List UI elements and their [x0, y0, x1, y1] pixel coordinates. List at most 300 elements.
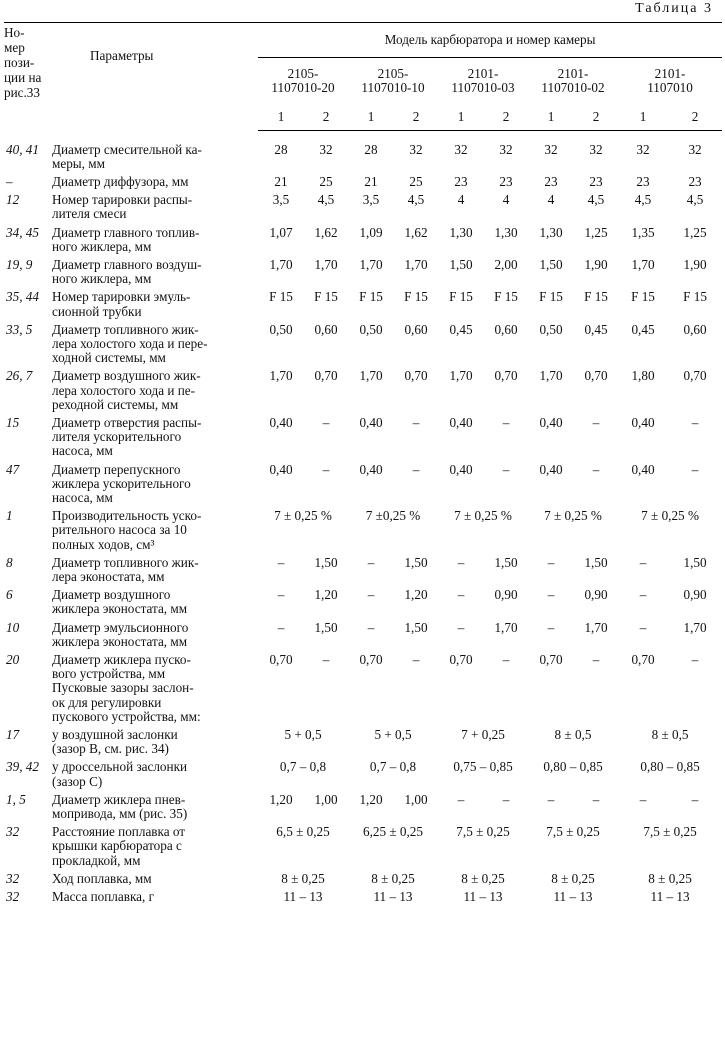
value-cell: 28	[274, 142, 288, 157]
value-cell: 1,07	[269, 224, 293, 240]
value-cell: 32	[636, 142, 650, 157]
value-cell: 0,60	[314, 321, 338, 337]
parameter-line: пускового устройства, мм:	[52, 708, 201, 724]
header-line: рис.33	[4, 85, 40, 100]
table-row	[4, 173, 722, 191]
value-cell: 0,50	[359, 321, 383, 337]
parameter-line: меры, мм	[52, 155, 105, 171]
model-value-cell: 11 – 13	[463, 889, 503, 905]
model-value-cell: 7,5 ± 0,25	[546, 824, 600, 840]
position-number-cell: 8	[6, 554, 13, 570]
position-number-cell: 34, 45	[6, 224, 39, 240]
value-cell: 1,50	[404, 554, 428, 570]
table-row	[4, 758, 722, 790]
value-cell: –	[367, 554, 375, 570]
value-cell: –	[592, 652, 600, 667]
position-number-cell: 40, 41	[6, 141, 39, 157]
parameter-cell	[50, 256, 258, 288]
table-row	[4, 586, 722, 618]
value-cell: 23	[636, 173, 650, 189]
model-value-cell: 8 ± 0,25	[281, 870, 325, 886]
position-number-cell: 39, 42	[6, 759, 39, 775]
carburetor-model-header	[528, 58, 618, 105]
value-cell: 4,5	[317, 192, 335, 208]
carburetor-model-header	[618, 58, 722, 105]
parameter-line: лера эконостата, мм	[52, 568, 165, 584]
model-value-cell: 6,5 ± 0,25	[276, 824, 330, 840]
value-cell: 0,70	[494, 368, 518, 384]
value-cell: –	[691, 791, 699, 807]
table-row	[4, 870, 722, 888]
parameter-line: рительного насоса за 10	[52, 522, 187, 538]
position-number-cell: 17	[6, 727, 20, 743]
table-row	[4, 554, 722, 586]
value-cell: 1,50	[539, 256, 563, 272]
model-value-cell: 0,7 – 0,8	[279, 759, 327, 775]
value-cell: 0,45	[631, 321, 655, 337]
value-cell: 4,5	[686, 192, 704, 208]
value-cell: 32	[688, 142, 702, 157]
value-cell: 25	[409, 173, 423, 189]
value-cell: 32	[319, 142, 333, 157]
parameter-cell	[50, 823, 258, 870]
value-cell: –	[412, 652, 420, 667]
parameter-cell	[50, 619, 258, 651]
model-value-cell: 7,5 ± 0,25	[643, 824, 697, 840]
value-cell: –	[547, 587, 555, 603]
value-cell: –	[691, 461, 699, 477]
value-cell: 0,40	[631, 461, 655, 477]
parameter-line: Пусковые зазоры заслон-	[52, 680, 194, 696]
position-number-cell: 35, 44	[6, 289, 39, 305]
value-cell: 4,5	[634, 192, 652, 208]
value-cell: 0,70	[404, 368, 428, 384]
parameter-line: жиклера эконостата, мм	[52, 633, 188, 649]
parameter-line: реходной системы, мм	[52, 396, 179, 412]
value-cell: –	[412, 414, 420, 430]
value-cell: 0,40	[269, 461, 293, 477]
value-cell: –	[592, 461, 600, 477]
parameter-line: Диаметр диффузора, мм	[52, 173, 189, 189]
carburetor-model-line: 1107010-03	[451, 80, 515, 95]
value-cell: –	[502, 652, 510, 667]
value-cell: 1,50	[314, 619, 338, 635]
value-cell: 1,50	[449, 256, 473, 272]
parameter-line: лера холостого хода и пере-	[52, 335, 208, 351]
table-row	[4, 888, 722, 906]
value-cell: 1,70	[314, 256, 338, 272]
parameter-cell	[50, 791, 258, 823]
table-row	[4, 131, 722, 173]
table-row	[4, 726, 722, 758]
value-cell: 0,50	[539, 321, 563, 337]
parameter-line: (зазор В, см. рис. 34)	[52, 741, 169, 757]
value-cell: 2,00	[494, 256, 518, 272]
value-cell: F 15	[539, 289, 563, 305]
value-cell: 0,70	[539, 652, 563, 667]
parameter-line: полных ходов, см³	[52, 536, 155, 552]
value-cell: 21	[364, 173, 378, 189]
parameter-cell	[50, 726, 258, 758]
model-value-cell: 0,80 – 0,85	[640, 759, 700, 775]
model-header: Модель карбюратора и номер камеры	[258, 23, 722, 58]
value-cell: 1,50	[494, 554, 518, 570]
value-cell: 28	[364, 142, 378, 157]
parameter-line: жиклера эконостата, мм	[52, 601, 188, 617]
value-cell: F 15	[269, 289, 293, 305]
value-cell: 23	[454, 173, 468, 189]
parameter-line: Диаметр эмульсионного	[52, 619, 189, 635]
value-cell: –	[277, 554, 285, 570]
position-number-cell: 33, 5	[6, 321, 33, 337]
value-cell: 23	[688, 173, 702, 189]
parameter-cell	[50, 321, 258, 368]
position-number-cell: 19, 9	[6, 256, 33, 272]
value-cell: 1,90	[584, 256, 608, 272]
parameter-line: лителя ускорительного	[52, 429, 182, 445]
value-cell: 0,40	[359, 461, 383, 477]
model-value-cell: 7 ± 0,25 %	[454, 508, 512, 524]
chamber-number-header: 1	[348, 104, 394, 131]
value-cell: 0,45	[449, 321, 473, 337]
parameter-line: лителя смеси	[52, 206, 127, 222]
value-cell: 0,70	[584, 368, 608, 384]
model-value-cell: 11 – 13	[650, 889, 690, 905]
parameter-line: крышки карбюратора с	[52, 838, 182, 854]
value-cell: 1,70	[494, 619, 518, 635]
value-cell: –	[592, 414, 600, 430]
value-cell: 0,60	[683, 321, 707, 337]
parameter-line: Диаметр главного топлив-	[52, 224, 200, 240]
value-cell: 3,5	[272, 192, 290, 208]
value-cell: 0,60	[404, 321, 428, 337]
value-cell: –	[277, 587, 285, 603]
parameter-line: Диаметр топливного жик-	[52, 554, 199, 570]
value-cell: –	[691, 652, 699, 667]
position-number-cell: 26, 7	[6, 368, 33, 384]
table-row	[4, 414, 722, 461]
value-cell: 1,50	[314, 554, 338, 570]
carburetor-model-line: 1107010-20	[271, 80, 335, 95]
table-row	[4, 507, 722, 554]
carburetor-model-line: 2105-	[287, 65, 319, 81]
value-cell: F 15	[314, 289, 338, 305]
value-cell: –	[457, 791, 465, 807]
value-cell: –	[322, 461, 330, 477]
parameter-line: Диаметр смесительной ка-	[52, 141, 202, 157]
value-cell: 1,70	[359, 256, 383, 272]
parameter-cell	[50, 870, 258, 888]
value-cell: 0,70	[314, 368, 338, 384]
table-header	[4, 23, 722, 131]
value-cell: 4	[547, 192, 555, 208]
parameter-line: Диаметр воздушного	[52, 587, 171, 603]
value-cell: 4,5	[407, 192, 425, 208]
value-cell: 0,50	[269, 321, 293, 337]
value-cell: 0,40	[449, 461, 473, 477]
value-cell: 1,20	[314, 587, 338, 603]
parameter-line: насоса, мм	[52, 489, 113, 505]
value-cell: –	[277, 619, 285, 635]
value-cell: –	[592, 791, 600, 807]
parameter-line: (зазор С)	[52, 773, 103, 789]
value-cell: 1,20	[404, 587, 428, 603]
value-cell: 1,70	[584, 619, 608, 635]
value-cell: F 15	[683, 289, 707, 305]
value-cell: –	[412, 461, 420, 477]
parameter-line: насоса, мм	[52, 443, 113, 459]
parameter-cell	[50, 414, 258, 461]
chamber-number-header: 1	[528, 104, 574, 131]
value-cell: 23	[589, 173, 603, 189]
model-value-cell: 7 ± 0,25 %	[274, 508, 332, 524]
value-cell: –	[457, 554, 465, 570]
model-value-cell: 11 – 13	[283, 889, 323, 905]
header-line: мер	[4, 40, 25, 55]
table-body	[4, 131, 722, 907]
header-line: Но-	[4, 25, 25, 40]
parameter-line: ок для регулировки	[52, 694, 162, 710]
value-cell: 1,62	[314, 224, 338, 240]
carburetor-model-line: 1107010	[647, 80, 693, 95]
model-value-cell: 8 ± 0,25	[371, 870, 415, 886]
parameter-line: Диаметр отверстия распы-	[52, 414, 202, 430]
model-value-cell: 7,5 ± 0,25	[456, 824, 510, 840]
parameter-line: Диаметр воздушного жик-	[52, 368, 201, 384]
parameter-cell	[50, 554, 258, 586]
value-cell: 3,5	[362, 192, 380, 208]
parameter-line: Диаметр жиклера пнев-	[52, 791, 186, 807]
parameter-cell	[50, 507, 258, 554]
carburetor-model-header	[258, 58, 348, 105]
value-cell: 0,90	[584, 587, 608, 603]
parameter-line: Диаметр жиклера пуско-	[52, 652, 191, 667]
carburetor-model-header	[348, 58, 438, 105]
value-cell: –	[322, 414, 330, 430]
carburetor-model-header	[438, 58, 528, 105]
value-cell: –	[502, 461, 510, 477]
value-cell: 1,70	[683, 619, 707, 635]
value-cell: 0,90	[683, 587, 707, 603]
value-cell: –	[639, 791, 647, 807]
value-cell: 4	[457, 192, 465, 208]
parameter-line: ходной системы, мм	[52, 350, 166, 366]
value-cell: 0,70	[359, 652, 383, 667]
position-number-cell: 12	[6, 192, 20, 208]
value-cell: 0,40	[269, 414, 293, 430]
value-cell: 1,70	[269, 256, 293, 272]
value-cell: –	[502, 791, 510, 807]
value-cell: 4	[502, 192, 510, 208]
value-cell: 0,70	[449, 652, 473, 667]
model-value-cell: 8 ± 0,25	[551, 870, 595, 886]
table-row	[4, 224, 722, 256]
model-value-cell: 7 ±0,25 %	[365, 508, 421, 524]
chamber-number-header: 2	[484, 104, 528, 131]
parameter-line: Диаметр главного воздуш-	[52, 256, 202, 272]
model-value-cell: 7 ± 0,25 %	[641, 508, 699, 524]
carburetor-model-line: 2101-	[557, 65, 589, 81]
value-cell: 0,40	[539, 414, 563, 430]
value-cell: –	[639, 554, 647, 570]
carburetor-model-line: 1107010-02	[541, 80, 605, 95]
parameter-line: Масса поплавка, г	[52, 889, 155, 905]
parameter-line: прокладкой, мм	[52, 852, 141, 868]
chamber-number-header: 2	[574, 104, 618, 131]
value-cell: F 15	[584, 289, 608, 305]
value-cell: 32	[409, 142, 423, 157]
value-cell: 0,70	[631, 652, 655, 667]
chamber-number-header: 2	[394, 104, 438, 131]
table-row	[4, 321, 722, 368]
value-cell: 32	[454, 142, 468, 157]
value-cell: 0,40	[539, 461, 563, 477]
parameters-header: Параметры	[50, 23, 258, 131]
table-row	[4, 288, 722, 320]
value-cell: 1,09	[359, 224, 383, 240]
value-cell: 1,70	[269, 368, 293, 384]
position-number-cell: 32	[6, 889, 20, 905]
position-number-cell: 1, 5	[6, 791, 26, 807]
model-value-cell: 7 + 0,25	[461, 727, 505, 743]
parameter-line: сионной трубки	[52, 303, 142, 319]
value-cell: –	[457, 619, 465, 635]
value-cell: 1,50	[683, 554, 707, 570]
parameter-cell	[50, 131, 258, 173]
parameter-cell	[50, 224, 258, 256]
value-cell: 0,45	[584, 321, 608, 337]
value-cell: F 15	[359, 289, 383, 305]
model-value-cell: 11 – 13	[553, 889, 593, 905]
value-cell: F 15	[404, 289, 428, 305]
parameter-line: у воздушной заслонки	[52, 727, 178, 743]
value-cell: 1,30	[539, 224, 563, 240]
position-number-cell: 15	[6, 414, 20, 430]
table-row	[4, 823, 722, 870]
value-cell: 1,00	[314, 791, 338, 807]
value-cell: 0,60	[494, 321, 518, 337]
value-cell: 1,30	[449, 224, 473, 240]
value-cell: 1,25	[683, 224, 707, 240]
value-cell: 1,70	[359, 368, 383, 384]
value-cell: 1,00	[404, 791, 428, 807]
parameter-line: Номер тарировки эмуль-	[52, 289, 191, 305]
chamber-number-header: 1	[438, 104, 484, 131]
value-cell: 1,30	[494, 224, 518, 240]
parameter-line: лера холостого хода и пе-	[52, 382, 196, 398]
chamber-number-header: 2	[668, 104, 722, 131]
value-cell: 1,25	[584, 224, 608, 240]
value-cell: 1,80	[631, 368, 655, 384]
value-cell: –	[502, 414, 510, 430]
value-cell: 1,50	[584, 554, 608, 570]
value-cell: –	[547, 554, 555, 570]
table-caption: Таблица 3	[635, 1, 713, 16]
value-cell: 23	[499, 173, 513, 189]
carburetor-model-line: 1107010-10	[361, 80, 425, 95]
model-value-cell: 0,80 – 0,85	[543, 759, 603, 775]
parameter-line: Расстояние поплавка от	[52, 824, 186, 840]
model-value-cell: 6,25 ± 0,25	[363, 824, 423, 840]
value-cell: 0,40	[359, 414, 383, 430]
parameter-cell	[50, 288, 258, 320]
parameter-line: ного жиклера, мм	[52, 271, 152, 287]
value-cell: –	[547, 619, 555, 635]
value-cell: 32	[544, 142, 558, 157]
model-value-cell: 5 + 0,5	[374, 727, 412, 743]
model-value-cell: 8 ± 0,25	[461, 870, 505, 886]
model-value-cell: 0,7 – 0,8	[369, 759, 417, 775]
parameter-line: у дроссельной заслонки	[52, 759, 188, 775]
value-cell: 0,70	[683, 368, 707, 384]
position-number-cell: 10	[6, 619, 20, 635]
value-cell: 0,40	[449, 414, 473, 430]
position-number-cell: 32	[6, 824, 20, 840]
position-number-cell: –	[6, 173, 13, 189]
model-value-cell: 8 ± 0,25	[648, 870, 692, 886]
position-number-cell: 47	[6, 461, 20, 477]
value-cell: 1,90	[683, 256, 707, 272]
parameter-cell	[50, 461, 258, 508]
value-cell: 25	[319, 173, 333, 189]
table-row	[4, 619, 722, 651]
value-cell: 23	[544, 173, 558, 189]
carburetor-model-line: 2101-	[654, 65, 686, 81]
carburetor-model-line: 2101-	[467, 65, 499, 81]
model-value-cell: 0,75 – 0,85	[453, 759, 513, 775]
value-cell: –	[639, 587, 647, 603]
model-value-cell: 5 + 0,5	[284, 727, 322, 743]
table-row	[4, 256, 722, 288]
value-cell: F 15	[494, 289, 518, 305]
value-cell: 1,20	[269, 791, 293, 807]
chamber-number-header: 1	[258, 104, 304, 131]
position-number-cell: 1	[6, 508, 13, 524]
value-cell: 32	[499, 142, 513, 157]
parameter-cell	[50, 367, 258, 414]
value-cell: 0,70	[269, 652, 293, 667]
header-line: ции на	[4, 70, 42, 85]
value-cell: –	[457, 587, 465, 603]
value-cell: 32	[589, 142, 603, 157]
parameter-cell	[50, 191, 258, 223]
position-number-cell: 20	[6, 652, 20, 667]
parameter-cell	[50, 651, 258, 726]
value-cell: 21	[274, 173, 288, 189]
value-cell: 1,70	[449, 368, 473, 384]
value-cell: 1,35	[631, 224, 655, 240]
position-number-cell: 6	[6, 587, 13, 603]
carburetor-parameters-table	[4, 22, 722, 906]
table-row	[4, 651, 722, 726]
value-cell: F 15	[449, 289, 473, 305]
value-cell: 1,70	[539, 368, 563, 384]
table-row	[4, 191, 722, 223]
value-cell: 1,20	[359, 791, 383, 807]
value-cell: –	[639, 619, 647, 635]
parameter-line: Номер тарировки распы-	[52, 192, 193, 208]
table-row	[4, 367, 722, 414]
parameter-line: мопривода, мм (рис. 35)	[52, 806, 188, 822]
parameter-cell	[50, 888, 258, 906]
position-number-header	[4, 23, 50, 131]
parameter-cell	[50, 586, 258, 618]
position-number-cell: 32	[6, 870, 20, 886]
table-row	[4, 791, 722, 823]
value-cell: –	[367, 619, 375, 635]
parameter-line: Ход поплавка, мм	[52, 870, 152, 886]
value-cell: 0,90	[494, 587, 518, 603]
